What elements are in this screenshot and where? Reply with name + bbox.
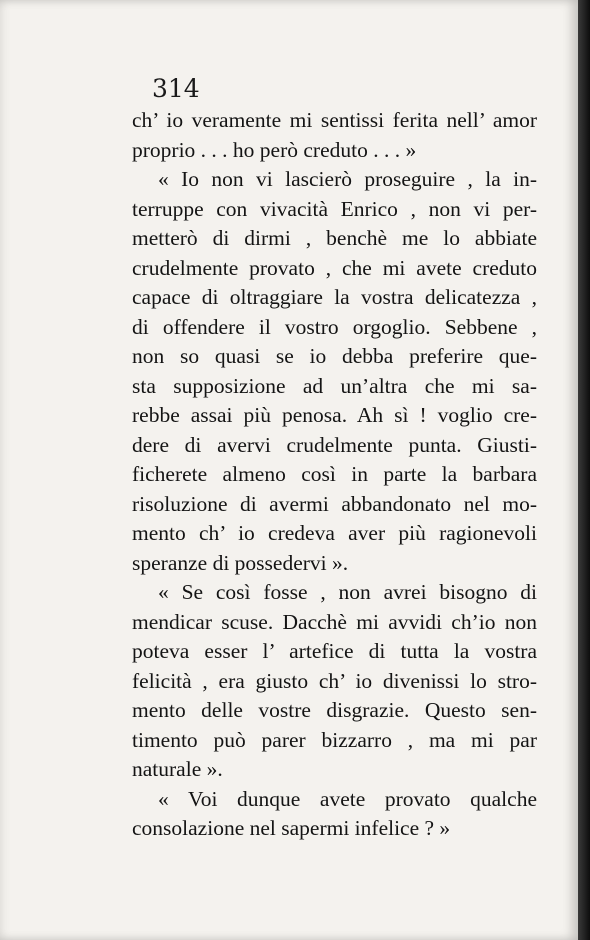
text-line: « Se così fosse , non avrei bisogno di — [158, 580, 537, 604]
text-line: crudelmente provato , che mi avete creduto — [132, 255, 537, 280]
text-line: dere di avervi crudelmente punta. Giusti- — [132, 432, 537, 457]
text-line: « Voi dunque avete provato qualche — [158, 786, 537, 811]
text-line: risoluzione di avermi abbandonato nel mo- — [132, 491, 537, 516]
text-line: ficherete almeno così in parte la barbara — [132, 462, 537, 486]
text-line: metterò di dirmi , benchè me lo abbiate — [132, 226, 537, 250]
page-edge-shadow — [578, 0, 590, 940]
text-line: sta supposizione ad un’altra che mi sa- — [132, 373, 537, 398]
text-line: capace di oltraggiare la vostra delicatezza , — [132, 285, 537, 309]
text-line: proprio . . . ho però creduto . . . » — [132, 137, 417, 162]
page-number: 314 — [152, 74, 200, 103]
body-text — [132, 106, 537, 844]
text-line: timento può parer bizzarro , ma mi par — [132, 727, 537, 752]
text-line: mento delle vostre disgrazie. Questo sen- — [132, 698, 537, 722]
text-line: ch’ io veramente mi sentissi ferita nell’ amor — [132, 108, 537, 132]
text-line: rebbe assai più penosa. Ah sì ! voglio cre- — [132, 403, 537, 427]
text-line: « Io non vi lascierò proseguire , la in- — [158, 167, 537, 191]
text-line: felicità , era giusto ch’ io divenissi lo stro- — [132, 668, 537, 693]
text-line: mento ch’ io credeva aver più ragionevoli — [132, 521, 537, 545]
text-line: poteva esser l’ artefice di tutta la vostra — [132, 639, 537, 663]
text-line: terruppe con vivacità Enrico , non vi per- — [132, 196, 537, 221]
text-line: consolazione nel sapermi infelice ? » — [132, 816, 451, 840]
text-line: non so quasi se io debba preferire que- — [132, 344, 537, 368]
text-line: speranze di possedervi ». — [132, 550, 349, 575]
text-line: mendicar scuse. Dacchè mi avvidi ch’io non — [132, 609, 537, 634]
text-line: naturale ». — [132, 757, 223, 781]
text-line: di offendere il vostro orgoglio. Sebbene , — [132, 314, 537, 339]
